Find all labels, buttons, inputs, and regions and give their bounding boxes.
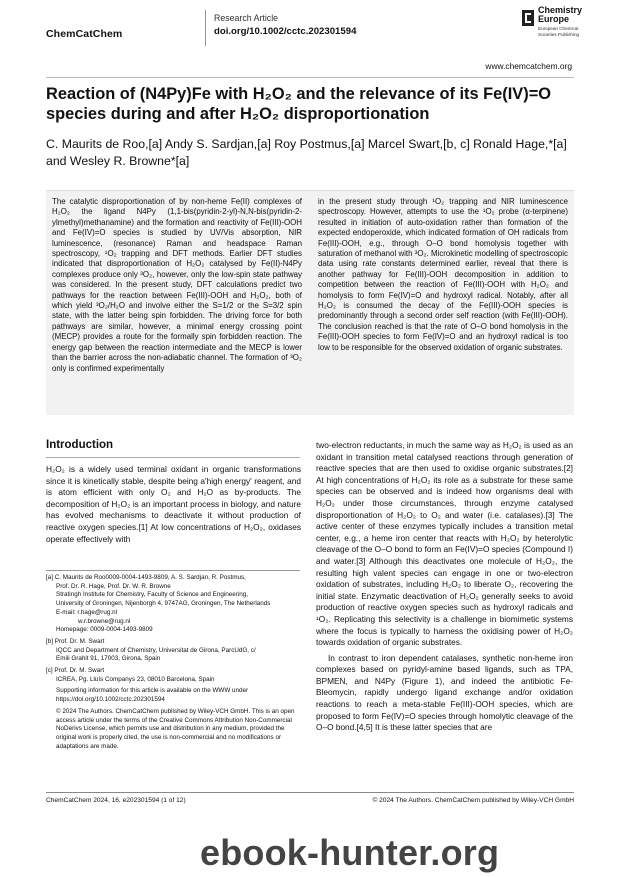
abstract-right-column: in the present study through ¹O₂ trapping and NIR luminescence spectroscopy. However, attempts to use the ¹O₂ probe (α-terpinene) resulted in initiation of auto-oxidation rather than formation of the expected endoperoxide, which indicated formation of OH radicals from Fe(III)-OOH, e.g., through O–O bond homolysis together with saturation of methanol with ³O₂. Microkinetic modelling of spectroscopic data using rate constants determined earlier, reveal that there is another pathway for Fe(III)-OOH decomposition in addition to competition between the reaction of Fe(III)-OOH with H₂O₂ and homolysis to form Fe(IV)=O and hydroxyl radical. Notably, after all H₂O₂ is consumed the decay of the Fe(III)-OOH species is predominantly through a second order self reaction (with Fe(III)-OOH). The conclusion reached is that the rate of O–O bond homolysis in the Fe(III)-OOH species to form Fe(IV)=O and an hydroxyl radical is too low to be responsible for the observed oxidation of organic substrates. xyxy=(318,197,568,352)
affiliations-block xyxy=(46,574,301,751)
doi-link[interactable]: doi.org/10.1002/cctc.202301594 xyxy=(214,26,357,37)
affiliation-line: Emili Grahit 91, 17003, Girona, Spain xyxy=(56,655,161,663)
affiliation-line: Stratingh Institute for Chemistry, Faculty of Science and Engineering, xyxy=(56,591,249,599)
supporting-info-note[interactable]: Supporting information for this article is available on the WWW under https://doi.org/10.1002/cctc.202301594 xyxy=(56,687,249,704)
author-list: C. Maurits de Roo,[a] Andy S. Sardjan,[a] Roy Postmus,[a] Marcel Swart,[b, c] Ronald Hage,*[a] and Wesley R. Browne*[a] xyxy=(46,137,567,168)
header-divider xyxy=(205,10,206,46)
intro-right-paragraph: two-electron reductants, in much the same way as H₂O₂ is used as an oxidant in transition metal catalysed reactions through generation of reactive species that are then used to oxidise organic substrates.[2] At high concentrations of H₂O₂ its role as a substrate for these same species can be observed and is indeed how organisms deal with H₂O₂ under those circumstances, through enzyme catalysed disproportionation of H₂O₂ to O₂ and water (i.e. catalases).[3] The active center of these enzymes typically includes a transition metal center, e.g., a heme iron center that reacts with H₂O₂ by heterolytic cleavage of the O–O bond to form an Fe(IV)=O species (Compound I) and water.[3] Although this deactivates one molecule of H₂O₂, the resulting high valent species can engage in one or two-electron oxidation of substrates, including H₂O₂ to liberate O₂, recovering the initial state. Enzymatic deactivation of H₂O₂ generally seeks to avoid production of reactive oxygen species such as hydroxyl radicals and ¹O₂. Replicating this selectivity is a challenge in biomimetic systems where the focus is typically to harness the oxidising power of H₂O₂ towards oxidation of organic substrates. xyxy=(316,440,573,648)
publisher-line2: Europe xyxy=(538,14,570,24)
affiliation-rule xyxy=(46,570,300,571)
affiliation-line: [b] Prof. Dr. M. Swart xyxy=(46,637,105,645)
publisher-line1: Chemistry xyxy=(538,5,583,15)
publisher-subtitle: European Chemical Societies Publishing xyxy=(538,26,580,37)
watermark: ebook-hunter.org xyxy=(200,832,500,873)
intro-right-column xyxy=(316,440,573,734)
section-heading-rule xyxy=(46,457,300,458)
chemistry-europe-logo-icon xyxy=(522,10,534,26)
section-heading-introduction: Introduction xyxy=(46,439,114,451)
affiliation-line: IQCC and Department of Chemistry, Universitat de Girona, ParcUdG, c/ xyxy=(56,646,256,654)
intro-right-paragraph: In contrast to iron dependent catalases, synthetic non-heme iron complexes based on pyridyl-amine based ligands, such as TPA, BPMEN, and N4Py (Figure 1), and indeed the antibiotic Fe-Bleomycin, rapidly undergo ligand exchange and/or oxidation reactions to reach a meta-stable Fe(III)-OOH species, which are proposed to form Fe(IV)=O species through homolytic cleavage of the O–O bond.[4,5] It is these latter species that are xyxy=(316,652,573,733)
affiliation-email[interactable]: w.r.browne@rug.nl xyxy=(78,617,131,625)
footer-rule xyxy=(46,792,574,793)
intro-left-paragraph: H₂O₂ is a widely used terminal oxidant in organic transformations since it is kinetically stable, despite being a'high energy' reagent, and is atom efficient with only O₂ and H₂O as by-products. The decomposition of H₂O₂ is an important process in biology, and nature has evolved mechanisms to deactivate it without production of reactive oxygen species.[1] At low concentrations of H₂O₂, oxidases operate effectively with xyxy=(46,464,301,544)
footer-citation: ChemCatChem 2024, 16, e202301594 (1 of 12) xyxy=(46,797,186,804)
article-title: Reaction of (N4Py)Fe with H₂O₂ and the relevance of its Fe(IV)=O species during and after H₂O₂ disproportionation xyxy=(46,85,552,123)
affiliation-homepage[interactable]: Homepage: 0009-0004-1493-9809 xyxy=(56,626,153,634)
affiliation-line: [c] Prof. Dr. M. Swart xyxy=(46,667,105,675)
article-type: Research Article xyxy=(214,13,279,23)
affiliation-line: [a] C. Maurits de Roo0009-0004-1493-9809, A. S. Sardjan, R. Postmus, xyxy=(46,574,246,581)
abstract-left-column: The catalytic disproportionation of by non-heme Fe(II) complexes of H₂O₂ the ligand N4Py (1,1-bis(pyridin-2-yl)-N,N-bis(pyridin-2-ylmethyl)methanamine) and the formation and reactivity of Fe(III)-OOH and Fe(IV)=O species is studied by UV/Vis absorption, NIR luminescence, (resonance) Raman and headspace Raman spectroscopy, ¹O₂ trapping and DFT methods. Earlier DFT studies indicated that disproportionation of H₂O₂ catalysed by Fe(II)-N4Py complexes produce only ³O₂, however, only the low-spin state pathway was considered. In the present study, DFT calculations predict two pathways for the reaction between Fe(III)-OOH and H₂O₂, both of which yield ³O₂/H₂O and involve either the S=1/2 or the S=3/2 spin state, with the latter being spin forbidden. The driving force for both pathways are similar, however, a minimal energy crossing point (MECP) provides a route for the formally spin forbidden reaction. The energy gap between the reaction intermediate and the MECP is lower than the barrier across the non-adiabatic channel. The formation of ³O₂ only is confirmed experimentally xyxy=(52,197,302,373)
journal-url[interactable]: www.chemcatchem.org xyxy=(485,61,572,71)
affiliation-line: Prof. Dr. R. Hage, Prof. Dr. W. R. Browne xyxy=(56,582,171,590)
abstract-box xyxy=(46,190,574,415)
footer-copyright: © 2024 The Authors. ChemCatChem published by Wiley-VCH GmbH xyxy=(372,797,574,804)
affiliation-line: University of Groningen, Nijenborgh 4, 9747AG, Groningen, The Netherlands xyxy=(56,600,271,608)
title-divider xyxy=(46,77,574,78)
affiliation-line: ICREA, Pg. Lluís Companys 23, 08010 Barcelona, Spain xyxy=(56,675,215,683)
journal-name: ChemCatChem xyxy=(46,28,123,40)
affiliation-email[interactable]: E-mail: r.hage@rug.nl xyxy=(56,608,117,616)
license-note: © 2024 The Authors. ChemCatChem published by Wiley-VCH GmbH. This is an open access article under the terms of the Creative Commons Attribution Non-Commercial NoDerivs License, which permits use and distribution in any medium, provided the original work is properly cited, the use is non-commercial and no modifications or adaptations are made. xyxy=(56,707,295,750)
